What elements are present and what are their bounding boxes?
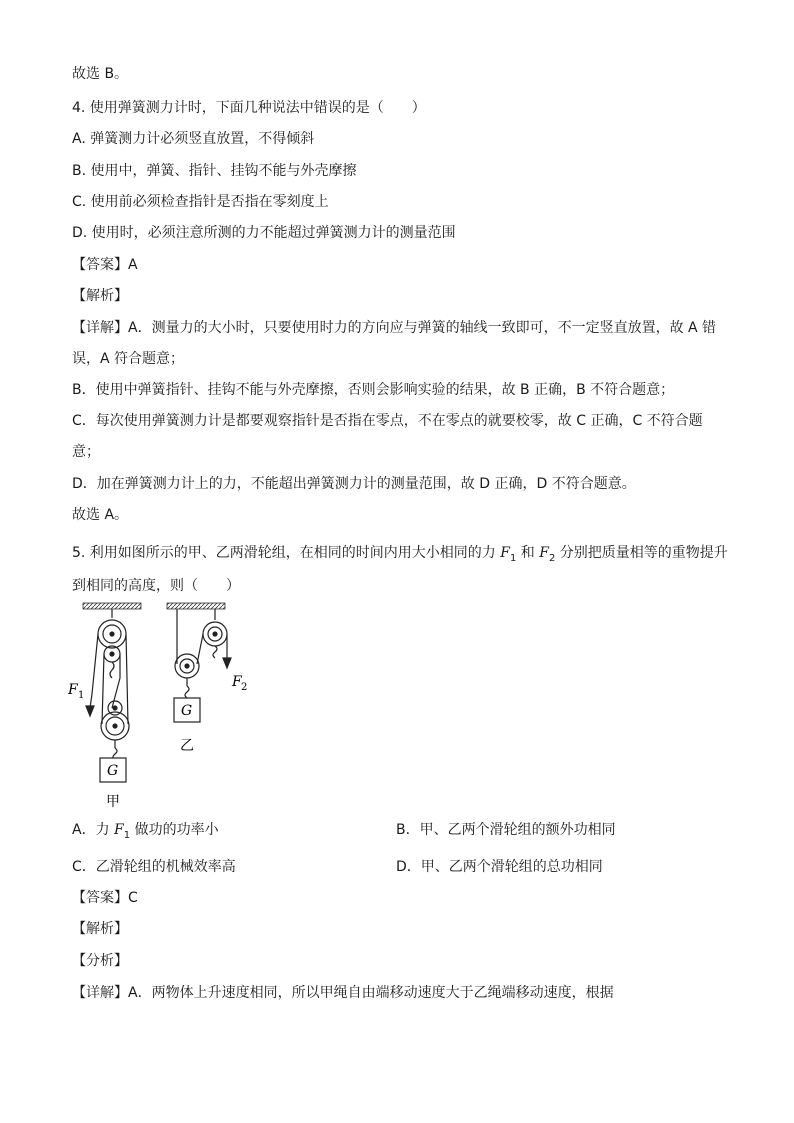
detail-4-line3: B．使用中弹簧指针、挂钩不能与外壳摩擦，否则会影响实验的结果，故 B 正确，B 不符合题意； [72,382,675,398]
force-label-f1: F [68,682,78,698]
pulley-figure [66,598,266,813]
option-4c: C. 使用前必须检查指针是否指在零刻度上 [72,194,329,210]
option-5b: B．甲、乙两个滑轮组的额外功相同 [396,822,616,838]
force-label-f1-sub: 1 [78,690,85,701]
select-4: 故选 A。 [72,507,129,523]
option-4d: D. 使用时，必须注意所测的力不能超过弹簧测力计的测量范围 [72,225,456,241]
detail-4-line4: C．每次使用弹簧测力计是都要观察指针是否指在零点，不在零点的就要校零，故 C 正确，C 不符合题 [72,413,703,429]
question-4: 4. 使用弹簧测力计时，下面几种说法中错误的是（ ） [72,100,426,116]
answer-5: 【答案】C [72,890,138,906]
analysis-4: 【解析】 [72,288,128,304]
option-5a: A．力 $F_1$ 做功的功率小 [72,822,219,841]
analysis-5: 【解析】 [72,921,128,937]
pulley-system-jia [86,609,129,782]
ceiling-left [83,603,141,609]
detail-4-line2: 误，A 符合题意； [72,351,185,367]
question-5-line1: 5. 利用如图所示的甲、乙两滑轮组，在相同的时间内用大小相同的力 $F_1$ 和 $F_2$ 分别把质量相等的重物提升 [72,545,728,564]
option-5d: D．甲、乙两个滑轮组的总功相同 [396,859,603,875]
answer-4: 【答案】A [72,257,138,273]
label-yi: 乙 [180,738,194,754]
label-jia: 甲 [106,794,120,810]
option-5c: C．乙滑轮组的机械效率高 [72,859,236,875]
detail-4-line6: D．加在弹簧测力计上的力，不能超出弹簧测力计的测量范围，故 D 正确，D 不符合题意。 [72,476,636,492]
weight-label-jia: G [107,763,119,779]
fenxi-5: 【分析】 [72,953,128,969]
force-label-f2: F [232,674,242,690]
force-label-f2-sub: 2 [241,682,248,693]
detail-4-line5: 意； [72,444,100,460]
question-5-line2: 到相同的高度，则（ ） [72,578,240,594]
weight-label-yi: G [181,703,193,719]
ceiling-right [167,603,225,609]
detail-5-line1: 【详解】A．两物体上升速度相同，所以甲绳自由端移动速度大于乙绳端移动速度，根据 [72,985,614,1001]
option-4a: A. 弹簧测力计必须竖直放置，不得倾斜 [72,131,315,147]
text-line: 故选 B。 [72,66,129,82]
detail-4-line1: 【详解】A．测量力的大小时，只要使用时力的方向应与弹簧的轴线一致即可，不一定竖直放置，故 A 错 [72,320,717,336]
option-4b: B. 使用中，弹簧、指针、挂钩不能与外壳摩擦 [72,163,357,179]
